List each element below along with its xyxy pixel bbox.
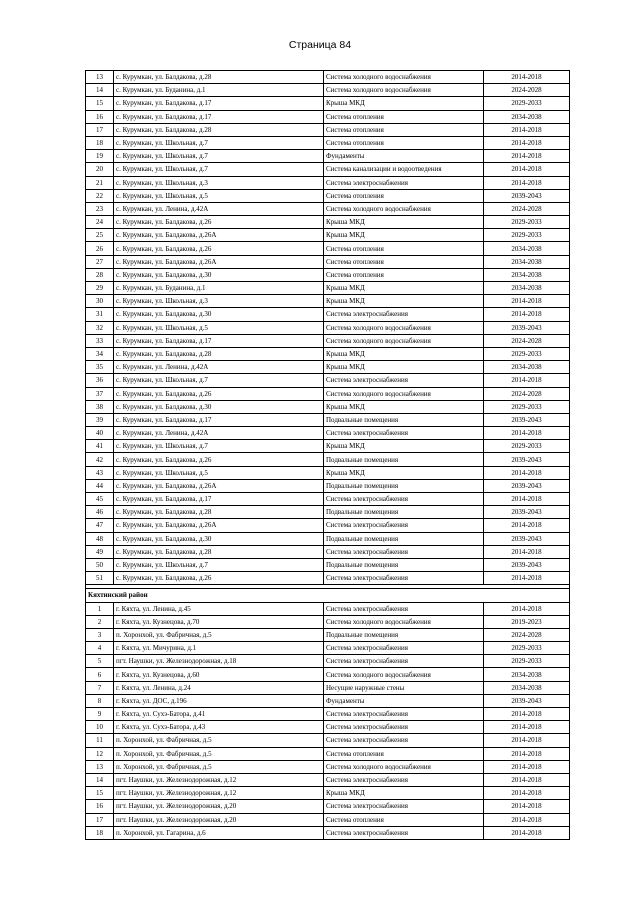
table-row — [86, 374, 570, 387]
period-cell: 2014-2018 — [484, 545, 570, 558]
period-cell: 2034-2038 — [484, 110, 570, 123]
address-cell: с. Курумкан, ул. Ленина, д.42А — [114, 361, 324, 374]
period-cell: 2014-2018 — [484, 747, 570, 760]
work-type-cell: Подвальные помещения — [324, 506, 484, 519]
work-type-cell: Система отопления — [324, 242, 484, 255]
address-cell: с. Курумкан, ул. Школьная, д.7 — [114, 150, 324, 163]
work-type-cell: Подвальные помещения — [324, 532, 484, 545]
table-row — [86, 347, 570, 360]
address-cell: с. Курумкан, ул. Балдакова, д.17 — [114, 97, 324, 110]
table-row — [86, 242, 570, 255]
address-cell: г. Кяхта, ул. Сухэ-Батора, д.43 — [114, 721, 324, 734]
table-row — [86, 558, 570, 571]
address-cell: с. Курумкан, ул. Балдакова, д.26 — [114, 216, 324, 229]
address-cell: п. Хоронхой, ул. Фабричная, д.5 — [114, 734, 324, 747]
work-type-cell: Система электроснабжения — [324, 734, 484, 747]
table-row — [86, 400, 570, 413]
address-cell: г. Кяхта, ул. ДОС, д.196 — [114, 694, 324, 707]
table-row — [86, 721, 570, 734]
table-row — [86, 440, 570, 453]
table-row — [86, 773, 570, 786]
work-type-cell: Система холодного водоснабжения — [324, 321, 484, 334]
section-separator — [86, 585, 570, 602]
address-cell: с. Курумкан, ул. Балдакова, д.30 — [114, 308, 324, 321]
address-cell: с. Курумкан, ул. Балдакова, д.26 — [114, 453, 324, 466]
address-cell: с. Курумкан, ул. Школьная, д.7 — [114, 558, 324, 571]
table-row — [86, 295, 570, 308]
period-cell: 2014-2018 — [484, 519, 570, 532]
address-cell: с. Курумкан, ул. Балдакова, д.26 — [114, 242, 324, 255]
block-kyakhta — [86, 602, 570, 839]
period-cell: 2014-2018 — [484, 136, 570, 149]
row-number: 16 — [86, 800, 114, 813]
work-type-cell: Система холодного водоснабжения — [324, 615, 484, 628]
address-cell: г. Кяхта, ул. Кузнецова, д.60 — [114, 668, 324, 681]
work-type-cell: Несущие наружные стены — [324, 681, 484, 694]
address-cell: с. Курумкан, ул. Балдакова, д.17 — [114, 493, 324, 506]
period-cell: 2029-2033 — [484, 229, 570, 242]
work-type-cell: Система отопления — [324, 136, 484, 149]
row-number: 21 — [86, 176, 114, 189]
address-cell: с. Курумкан, ул. Школьная, д.7 — [114, 163, 324, 176]
period-cell: 2039-2043 — [484, 694, 570, 707]
row-number: 9 — [86, 708, 114, 721]
row-number: 51 — [86, 572, 114, 585]
row-number: 45 — [86, 493, 114, 506]
work-type-cell: Система электроснабжения — [324, 493, 484, 506]
period-cell: 2039-2043 — [484, 453, 570, 466]
row-number: 15 — [86, 97, 114, 110]
period-cell: 2014-2018 — [484, 760, 570, 773]
row-number: 47 — [86, 519, 114, 532]
row-number: 14 — [86, 84, 114, 97]
table-row — [86, 255, 570, 268]
address-cell: с. Курумкан, ул. Школьная, д.7 — [114, 440, 324, 453]
row-number: 7 — [86, 681, 114, 694]
row-number: 20 — [86, 163, 114, 176]
table-row — [86, 308, 570, 321]
work-type-cell: Система электроснабжения — [324, 800, 484, 813]
row-number: 28 — [86, 268, 114, 281]
period-cell: 2024-2028 — [484, 202, 570, 215]
section-row — [86, 589, 570, 602]
address-cell: с. Курумкан, ул. Школьная, д.5 — [114, 189, 324, 202]
period-cell: 2039-2043 — [484, 321, 570, 334]
address-cell: с. Курумкан, ул. Балдакова, д.30 — [114, 268, 324, 281]
address-cell: с. Курумкан, ул. Балдакова, д.28 — [114, 71, 324, 84]
period-cell: 2014-2018 — [484, 572, 570, 585]
address-cell: с. Курумкан, ул. Школьная, д.5 — [114, 466, 324, 479]
address-cell: п. Хоронхой, ул. Гагарина, д.6 — [114, 826, 324, 839]
address-cell: п. Хоронхой, ул. Фабричная, д.5 — [114, 628, 324, 641]
address-cell: п. Хоронхой, ул. Фабричная, д.5 — [114, 747, 324, 760]
address-cell: г. Кяхта, ул. Кузнецова, д.70 — [114, 615, 324, 628]
table-row — [86, 787, 570, 800]
address-cell: с. Курумкан, ул. Балдакова, д.17 — [114, 110, 324, 123]
period-cell: 2039-2043 — [484, 558, 570, 571]
table-row — [86, 694, 570, 707]
table-row — [86, 826, 570, 839]
table-row — [86, 282, 570, 295]
address-cell: пгт. Наушки, ул. Железнодорожная, д.20 — [114, 813, 324, 826]
work-type-cell: Система отопления — [324, 189, 484, 202]
table-row — [86, 427, 570, 440]
row-number: 39 — [86, 413, 114, 426]
work-type-cell: Система электроснабжения — [324, 642, 484, 655]
table-row — [86, 602, 570, 615]
work-type-cell: Система электроснабжения — [324, 721, 484, 734]
table-row — [86, 413, 570, 426]
page-header: Страница 84 — [288, 39, 352, 51]
address-cell: г. Кяхта, ул. Ленина, д.45 — [114, 602, 324, 615]
address-cell: с. Курумкан, ул. Ленина, д.42А — [114, 202, 324, 215]
period-cell: 2034-2038 — [484, 668, 570, 681]
row-number: 24 — [86, 216, 114, 229]
table-row — [86, 97, 570, 110]
address-cell: г. Кяхта, ул. Ленина, д.24 — [114, 681, 324, 694]
table-row — [86, 615, 570, 628]
table-row — [86, 71, 570, 84]
address-cell: с. Курумкан, ул. Балдакова, д.28 — [114, 506, 324, 519]
period-cell: 2014-2018 — [484, 176, 570, 189]
row-number: 25 — [86, 229, 114, 242]
work-type-cell: Система электроснабжения — [324, 572, 484, 585]
address-cell: г. Кяхта, ул. Мичурина, д.1 — [114, 642, 324, 655]
work-type-cell: Система электроснабжения — [324, 773, 484, 786]
period-cell: 2014-2018 — [484, 308, 570, 321]
work-type-cell: Подвальные помещения — [324, 479, 484, 492]
row-number: 8 — [86, 694, 114, 707]
block-kurumkan — [86, 71, 570, 585]
work-type-cell: Система канализации и водоотведения — [324, 163, 484, 176]
row-number: 35 — [86, 361, 114, 374]
address-cell: с. Курумкан, ул. Школьная, д.5 — [114, 321, 324, 334]
work-type-cell: Система отопления — [324, 747, 484, 760]
row-number: 18 — [86, 826, 114, 839]
work-type-cell: Крыша МКД — [324, 347, 484, 360]
period-cell: 2014-2018 — [484, 123, 570, 136]
table-row — [86, 387, 570, 400]
period-cell: 2029-2033 — [484, 400, 570, 413]
row-number: 33 — [86, 334, 114, 347]
work-type-cell: Крыша МКД — [324, 440, 484, 453]
row-number: 38 — [86, 400, 114, 413]
row-number: 5 — [86, 655, 114, 668]
period-cell: 2014-2018 — [484, 493, 570, 506]
period-cell: 2029-2033 — [484, 642, 570, 655]
table-row — [86, 681, 570, 694]
table-row — [86, 800, 570, 813]
work-type-cell: Крыша МКД — [324, 787, 484, 800]
work-type-cell: Система электроснабжения — [324, 545, 484, 558]
period-cell: 2029-2033 — [484, 347, 570, 360]
row-number: 36 — [86, 374, 114, 387]
work-type-cell: Система электроснабжения — [324, 519, 484, 532]
table-row — [86, 110, 570, 123]
period-cell: 2024-2028 — [484, 628, 570, 641]
table-row — [86, 655, 570, 668]
address-cell: пгт. Наушки, ул. Железнодорожная, д.20 — [114, 800, 324, 813]
table-row — [86, 760, 570, 773]
table-row — [86, 123, 570, 136]
work-type-cell: Подвальные помещения — [324, 558, 484, 571]
row-number: 16 — [86, 110, 114, 123]
address-cell: с. Курумкан, ул. Балдакова, д.17 — [114, 334, 324, 347]
work-type-cell: Система электроснабжения — [324, 826, 484, 839]
work-type-cell: Система холодного водоснабжения — [324, 760, 484, 773]
period-cell: 2014-2018 — [484, 734, 570, 747]
row-number: 49 — [86, 545, 114, 558]
table-row — [86, 202, 570, 215]
period-cell: 2014-2018 — [484, 800, 570, 813]
period-cell: 2039-2043 — [484, 479, 570, 492]
row-number: 10 — [86, 721, 114, 734]
row-number: 13 — [86, 71, 114, 84]
row-number: 42 — [86, 453, 114, 466]
address-cell: с. Курумкан, ул. Балдакова, д.17 — [114, 413, 324, 426]
row-number: 31 — [86, 308, 114, 321]
address-cell: с. Курумкан, ул. Балдакова, д.26 — [114, 572, 324, 585]
row-number: 46 — [86, 506, 114, 519]
work-type-cell: Система электроснабжения — [324, 308, 484, 321]
period-cell: 2014-2018 — [484, 150, 570, 163]
work-type-cell: Система холодного водоснабжения — [324, 668, 484, 681]
period-cell: 2014-2018 — [484, 826, 570, 839]
period-cell: 2014-2018 — [484, 466, 570, 479]
period-cell: 2039-2043 — [484, 413, 570, 426]
table-row — [86, 334, 570, 347]
row-number: 6 — [86, 668, 114, 681]
work-type-cell: Система отопления — [324, 110, 484, 123]
address-cell: с. Курумкан, ул. Школьная, д.3 — [114, 295, 324, 308]
table-row — [86, 747, 570, 760]
period-cell: 2024-2028 — [484, 387, 570, 400]
period-cell: 2034-2038 — [484, 681, 570, 694]
table-row — [86, 216, 570, 229]
period-cell: 2034-2038 — [484, 255, 570, 268]
row-number: 18 — [86, 136, 114, 149]
period-cell: 2029-2033 — [484, 440, 570, 453]
period-cell: 2029-2033 — [484, 216, 570, 229]
period-cell: 2014-2018 — [484, 721, 570, 734]
table-row — [86, 479, 570, 492]
address-cell: пгт. Наушки, ул. Железнодорожная, д.12 — [114, 787, 324, 800]
table-row — [86, 189, 570, 202]
address-cell: с. Курумкан, ул. Буданина, д.1 — [114, 84, 324, 97]
address-cell: пгт. Наушки, ул. Железнодорожная, д.12 — [114, 773, 324, 786]
row-number: 30 — [86, 295, 114, 308]
period-cell: 2029-2033 — [484, 97, 570, 110]
period-cell: 2029-2033 — [484, 655, 570, 668]
work-type-cell: Крыша МКД — [324, 466, 484, 479]
period-cell: 2014-2018 — [484, 71, 570, 84]
table-row — [86, 361, 570, 374]
row-number: 44 — [86, 479, 114, 492]
row-number: 27 — [86, 255, 114, 268]
table-row — [86, 493, 570, 506]
period-cell: 2014-2018 — [484, 295, 570, 308]
work-type-cell: Система электроснабжения — [324, 176, 484, 189]
work-type-cell: Система холодного водоснабжения — [324, 84, 484, 97]
address-cell: с. Курумкан, ул. Балдакова, д.26А — [114, 479, 324, 492]
table-row — [86, 321, 570, 334]
table-row — [86, 708, 570, 721]
table-row — [86, 734, 570, 747]
row-number: 34 — [86, 347, 114, 360]
work-type-cell: Система отопления — [324, 255, 484, 268]
row-number: 50 — [86, 558, 114, 571]
period-cell: 2039-2043 — [484, 189, 570, 202]
row-number: 17 — [86, 123, 114, 136]
work-type-cell: Подвальные помещения — [324, 628, 484, 641]
work-type-cell: Система отопления — [324, 813, 484, 826]
table-row — [86, 268, 570, 281]
address-cell: с. Курумкан, ул. Школьная, д.7 — [114, 136, 324, 149]
work-type-cell: Система электроснабжения — [324, 602, 484, 615]
row-number: 26 — [86, 242, 114, 255]
work-type-cell: Крыша МКД — [324, 282, 484, 295]
section-title: Кяхтинский район — [86, 589, 570, 602]
period-cell: 2024-2028 — [484, 334, 570, 347]
period-cell: 2014-2018 — [484, 813, 570, 826]
work-type-cell: Система электроснабжения — [324, 374, 484, 387]
period-cell: 2014-2018 — [484, 374, 570, 387]
work-type-cell: Крыша МКД — [324, 400, 484, 413]
row-number: 19 — [86, 150, 114, 163]
row-number: 37 — [86, 387, 114, 400]
work-type-cell: Система электроснабжения — [324, 655, 484, 668]
row-number: 2 — [86, 615, 114, 628]
work-type-cell: Фундаменты — [324, 694, 484, 707]
row-number: 1 — [86, 602, 114, 615]
row-number: 48 — [86, 532, 114, 545]
row-number: 14 — [86, 773, 114, 786]
work-type-cell: Фундаменты — [324, 150, 484, 163]
period-cell: 2024-2028 — [484, 84, 570, 97]
table-row — [86, 466, 570, 479]
period-cell: 2039-2043 — [484, 532, 570, 545]
work-type-cell: Крыша МКД — [324, 295, 484, 308]
work-type-cell: Система отопления — [324, 123, 484, 136]
period-cell: 2019-2023 — [484, 615, 570, 628]
period-cell: 2034-2038 — [484, 268, 570, 281]
work-type-cell: Система холодного водоснабжения — [324, 387, 484, 400]
row-number: 17 — [86, 813, 114, 826]
row-number: 40 — [86, 427, 114, 440]
period-cell: 2014-2018 — [484, 163, 570, 176]
address-cell: с. Курумкан, ул. Школьная, д.7 — [114, 374, 324, 387]
table-row — [86, 150, 570, 163]
table-row — [86, 506, 570, 519]
row-number: 22 — [86, 189, 114, 202]
work-type-cell: Крыша МКД — [324, 361, 484, 374]
period-cell: 2034-2038 — [484, 242, 570, 255]
row-number: 43 — [86, 466, 114, 479]
period-cell: 2034-2038 — [484, 282, 570, 295]
row-number: 29 — [86, 282, 114, 295]
table-row — [86, 668, 570, 681]
table-row — [86, 176, 570, 189]
table-row — [86, 453, 570, 466]
work-type-cell: Система электроснабжения — [324, 708, 484, 721]
address-cell: с. Курумкан, ул. Балдакова, д.28 — [114, 123, 324, 136]
address-cell: с. Курумкан, ул. Балдакова, д.30 — [114, 532, 324, 545]
work-type-cell: Система холодного водоснабжения — [324, 71, 484, 84]
row-number: 41 — [86, 440, 114, 453]
address-cell: с. Курумкан, ул. Балдакова, д.28 — [114, 545, 324, 558]
period-cell: 2034-2038 — [484, 361, 570, 374]
work-type-cell: Крыша МКД — [324, 97, 484, 110]
table-row — [86, 229, 570, 242]
address-cell: с. Курумкан, ул. Балдакова, д.26 — [114, 387, 324, 400]
work-type-cell: Система отопления — [324, 268, 484, 281]
period-cell: 2014-2018 — [484, 708, 570, 721]
work-type-cell: Крыша МКД — [324, 216, 484, 229]
address-cell: пгт. Наушки, ул. Железнодорожная, д.18 — [114, 655, 324, 668]
address-cell: с. Курумкан, ул. Балдакова, д.26А — [114, 255, 324, 268]
row-number: 13 — [86, 760, 114, 773]
table-row — [86, 642, 570, 655]
table-row — [86, 519, 570, 532]
work-type-cell: Подвальные помещения — [324, 413, 484, 426]
row-number: 4 — [86, 642, 114, 655]
table-row — [86, 136, 570, 149]
work-type-cell: Подвальные помещения — [324, 453, 484, 466]
address-cell: г. Кяхта, ул. Сухэ-Батора, д.41 — [114, 708, 324, 721]
address-cell: п. Хоронхой, ул. Фабричная, д.5 — [114, 760, 324, 773]
work-type-cell: Система электроснабжения — [324, 427, 484, 440]
row-number: 32 — [86, 321, 114, 334]
address-cell: с. Курумкан, ул. Балдакова, д.26А — [114, 229, 324, 242]
address-cell: с. Курумкан, ул. Буданина, д.1 — [114, 282, 324, 295]
period-cell: 2014-2018 — [484, 787, 570, 800]
address-cell: с. Курумкан, ул. Балдакова, д.26А — [114, 519, 324, 532]
table-row — [86, 84, 570, 97]
work-type-cell: Крыша МКД — [324, 229, 484, 242]
table-row — [86, 628, 570, 641]
period-cell: 2014-2018 — [484, 427, 570, 440]
address-cell: с. Курумкан, ул. Балдакова, д.30 — [114, 400, 324, 413]
row-number: 11 — [86, 734, 114, 747]
row-number: 15 — [86, 787, 114, 800]
row-number: 3 — [86, 628, 114, 641]
address-cell: с. Курумкан, ул. Ленина, д.42А — [114, 427, 324, 440]
table-row — [86, 532, 570, 545]
table-row — [86, 572, 570, 585]
table-row — [86, 163, 570, 176]
period-cell: 2014-2018 — [484, 773, 570, 786]
address-cell: с. Курумкан, ул. Школьная, д.3 — [114, 176, 324, 189]
repair-schedule-table — [85, 70, 570, 840]
table-row — [86, 545, 570, 558]
work-type-cell: Система холодного водоснабжения — [324, 202, 484, 215]
work-type-cell: Система холодного водоснабжения — [324, 334, 484, 347]
period-cell: 2014-2018 — [484, 602, 570, 615]
period-cell: 2039-2043 — [484, 506, 570, 519]
table-row — [86, 813, 570, 826]
row-number: 23 — [86, 202, 114, 215]
row-number: 12 — [86, 747, 114, 760]
address-cell: с. Курумкан, ул. Балдакова, д.28 — [114, 347, 324, 360]
